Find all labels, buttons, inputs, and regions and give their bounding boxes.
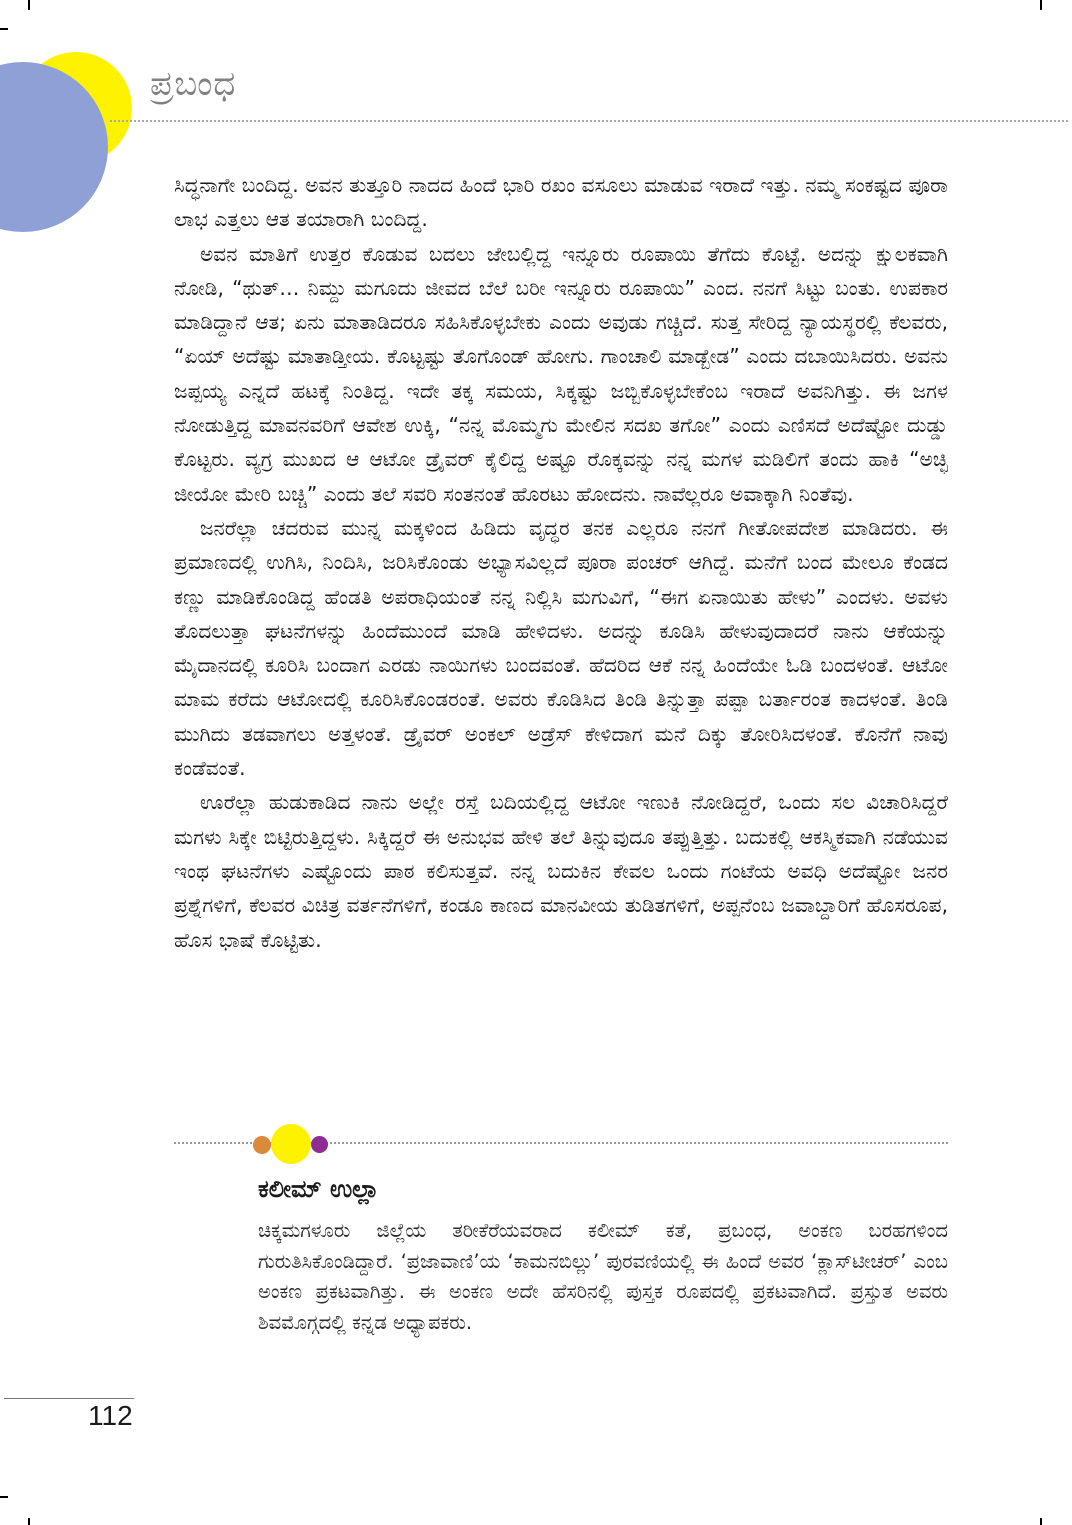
- crop-mark-bottom-left: [28, 1518, 30, 1525]
- crop-mark-top-right: [1040, 0, 1042, 10]
- crop-mark-top-left: [28, 0, 30, 10]
- paragraph: ಜನರೆಲ್ಲಾ ಚದರುವ ಮುನ್ನ ಮಕ್ಕಳಿಂದ ಹಿಡಿದು ವೃದ್ಧರ ತನಕ ಎಲ್ಲರೂ ನನಗೆ ಗೀತೋಪದೇಶ ಮಾಡಿದರು. ಈ ಪ್ರಮಾಣದಲ್ಲಿ ಉಗಿಸಿ, ನಿಂದಿಸಿ, ಜರಿಸಿಕೊಂಡು ಅಭ್ಯಾಸವಿಲ್ಲದೆ ಪೂರಾ ಪಂಚರ್ ಆಗಿದ್ದೆ. ಮನೆಗೆ ಬಂದ ಮೇಲೂ ಕೆಂಡದ ಕಣ್ಣು ಮಾಡಿಕೊಂಡಿದ್ದ ಹೆಂಡತಿ ಅಪರಾಧಿಯಂತೆ ನನ್ನ ನಿಲ್ಲಿಸಿ ಮಗುವಿಗೆ, “ಈಗ ಏನಾಯಿತು ಹೇಳು” ಎಂದಳು. ಅವಳು ತೊದಲುತ್ತಾ ಘಟನೆಗಳನ್ನು ಹಿಂದೆಮುಂದೆ ಮಾಡಿ ಹೇಳಿದಳು. ಅದನ್ನು ಕೂಡಿಸಿ ಹೇಳುವುದಾದರೆ ನಾನು ಆಕೆಯನ್ನು ಮೈದಾನದಲ್ಲಿ ಕೂರಿಸಿ ಬಂದಾಗ ಎರಡು ನಾಯಿಗಳು ಬಂದವಂತೆ. ಹೆದರಿದ ಆಕೆ ನನ್ನ ಹಿಂದೆಯೇ ಓಡಿ ಬಂದಳಂತೆ. ಆಟೋ ಮಾಮ ಕರೆದು ಆಟೋದಲ್ಲಿ ಕೂರಿಸಿಕೊಂಡರಂತೆ. ಅವರು ಕೊಡಿಸಿದ ತಿಂಡಿ ತಿನ್ನುತ್ತಾ ಪಪ್ಪಾ ಬರ್ತಾರಂತ ಕಾದಳಂತೆ. ತಿಂಡಿ ಮುಗಿದು ತಡವಾಗಲು ಅತ್ತಳಂತೆ. ಡ್ರೈವರ್ ಅಂಕಲ್ ಅಡ್ರೆಸ್ ಕೇಳಿದಾಗ ಮನೆ ದಿಕ್ಕು ತೋರಿಸಿದಳಂತೆ. ಕೊನೆಗೆ ನಾವು ಕಂಡೆವಂತೆ.: [174, 515, 948, 781]
- separator-orange-dot: [253, 1136, 271, 1154]
- author-bio: ಚಿಕ್ಕಮಗಳೂರು ಜಿಲ್ಲೆಯ ತರೀಕೆರೆಯವರಾದ ಕಲೀಮ್ ಕತೆ, ಪ್ರಬಂಧ, ಅಂಕಣ ಬರಹಗಳಿಂದ ಗುರುತಿಸಿಕೊಂಡಿದ್ದಾರೆ. ‘ಪ್ರಜಾವಾಣಿ’ಯ ‘ಕಾಮನಬಿಲ್ಲು’ ಪುರವಣಿಯಲ್ಲಿ ಈ ಹಿಂದೆ ಅವರ ‘ಕ್ಲಾಸ್‌ಟೀಚರ್’ ಎಂಬ ಅಂಕಣ ಪ್ರಕಟವಾಗಿತ್ತು. ಈ ಅಂಕಣ ಅದೇ ಹೆಸರಿನಲ್ಲಿ ಪುಸ್ತಕ ರೂಪದಲ್ಲಿ ಪ್ರಕಟವಾಗಿದೆ. ಪ್ರಸ್ತುತ ಅವರು ಶಿವಮೊಗ್ಗದಲ್ಲಿ ಕನ್ನಡ ಅಧ್ಯಾಪಕರು.: [258, 1219, 948, 1334]
- crop-mark-left-top: [0, 28, 8, 30]
- paragraph: ಸಿದ್ಧನಾಗೇ ಬಂದಿದ್ದ. ಅವನ ತುತ್ತೂರಿ ನಾದದ ಹಿಂದೆ ಭಾರಿ ರಖಂ ವಸೂಲು ಮಾಡುವ ಇರಾದೆ ಇತ್ತು. ನಮ್ಮ ಸಂಕಷ್ಟದ ಪೂರಾ ಲಾಭ ಎತ್ತಲು ಆತ ತಯಾರಾಗಿ ಬಂದಿದ್ದ.: [174, 173, 948, 232]
- section-title: ಪ್ರಬಂಧ: [150, 64, 237, 104]
- paragraph: ಅವನ ಮಾತಿಗೆ ಉತ್ತರ ಕೊಡುವ ಬದಲು ಜೇಬಲ್ಲಿದ್ದ ಇನ್ನೂರು ರೂಪಾಯಿ ತೆಗೆದು ಕೊಟ್ಟೆ. ಅದನ್ನು ಕ್ಷುಲಕವಾಗಿ ನೋಡಿ, “ಥುತ್… ನಿಮ್ದು ಮಗೂದು ಜೀವದ ಬೆಲೆ ಬರೀ ಇನ್ನೂರು ರೂಪಾಯಿ” ಎಂದ. ನನಗೆ ಸಿಟ್ಟು ಬಂತು. ಉಪಕಾರ ಮಾಡಿದ್ದಾನೆ ಆತ; ಏನು ಮಾತಾಡಿದರೂ ಸಹಿಸಿಕೊಳ್ಳಬೇಕು ಎಂದು ಅವುಡು ಗಚ್ಚಿದೆ. ಸುತ್ತ ಸೇರಿದ್ದ ನ್ಯಾಯಸ್ಥರಲ್ಲಿ ಕೆಲವರು, “ಏಯ್ ಅದೆಷ್ಟು ಮಾತಾಡ್ತೀಯ. ಕೊಟ್ಟಷ್ಟು ತೊಗೊಂಡ್ ಹೋಗು. ಗಾಂಚಾಲಿ ಮಾಡ್ಬೇಡ” ಎಂದು ದಬಾಯಿಸಿದರು. ಅವನು ಜಪ್ಪಯ್ಯ ಎನ್ನದೆ ಹಟಕ್ಕೆ ನಿಂತಿದ್ದ. ಇದೇ ತಕ್ಕ ಸಮಯ, ಸಿಕ್ಕಷ್ಟು ಜಬ್ಬಿಕೊಳ್ಳಬೇಕೆಂಬ ಇರಾದೆ ಅವನಿಗಿತ್ತು. ಈ ಜಗಳ ನೋಡುತ್ತಿದ್ದ ಮಾವನವರಿಗೆ ಆವೇಶ ಉಕ್ಕಿ, “ನನ್ನ ಮೊಮ್ಮಗು ಮೇಲಿನ ಸದಖ ತಗೋ” ಎಂದು ಎಣಿಸದೆ ಅದೆಷ್ಟೋ ದುಡ್ಡು ಕೊಟ್ಟರು. ವ್ಯಗ್ರ ಮುಖದ ಆ ಆಟೋ ಡ್ರೈವರ್ ಕೈಲಿದ್ದ ಅಷ್ಟೂ ರೊಕ್ಕವನ್ನು ನನ್ನ ಮಗಳ ಮಡಿಲಿಗೆ ತಂದು ಹಾಕಿ “ಅಚ್ಛಿ ಜೀಯೋ ಮೇರಿ ಬಚ್ಚಿ” ಎಂದು ತಲೆ ಸವರಿ ಸಂತನಂತೆ ಹೊರಟು ಹೋದನು. ನಾವೆಲ್ಲರೂ ಅವಾಕ್ಕಾಗಿ ನಿಂತೆವು.: [174, 241, 948, 506]
- author-name: ಕಲೀಮ್ ಉಲ್ಲಾ: [258, 1175, 380, 1203]
- header-dotted-rule: [110, 120, 1068, 122]
- paragraph: ಊರೆಲ್ಲಾ ಹುಡುಕಾಡಿದ ನಾನು ಅಲ್ಲೇ ರಸ್ತೆ ಬದಿಯಲ್ಲಿದ್ದ ಆಟೋ ಇಣುಕಿ ನೋಡಿದ್ದರೆ, ಒಂದು ಸಲ ವಿಚಾರಿಸಿದ್ದರೆ ಮಗಳು ಸಿಕ್ಕೇ ಬಿಟ್ಟಿರುತ್ತಿದ್ದಳು. ಸಿಕ್ಕಿದ್ದರೆ ಈ ಅನುಭವ ಹೇಳಿ ತಲೆ ತಿನ್ನುವುದೂ ತಪ್ಪುತ್ತಿತ್ತು. ಬದುಕಲ್ಲಿ ಆಕಸ್ಮಿಕವಾಗಿ ನಡೆಯುವ ಇಂಥ ಘಟನೆಗಳು ಎಷ್ಟೊಂದು ಪಾಠ ಕಲಿಸುತ್ತವೆ. ನನ್ನ ಬದುಕಿನ ಕೇವಲ ಒಂದು ಗಂಟೆಯ ಅವಧಿ ಅದೆಷ್ಟೋ ಜನರ ಪ್ರಶ್ನೆಗಳಿಗೆ, ಕೆಲವರ ವಿಚಿತ್ರ ವರ್ತನೆಗಳಿಗೆ, ಕಂಡೂ ಕಾಣದ ಮಾನವೀಯ ತುಡಿತಗಳಿಗೆ, ಅಪ್ಪನೆಂಬ ಜವಾಬ್ದಾರಿಗೆ ಹೊಸರೂಪ, ಹೊಸ ಭಾಷೆ ಕೊಟ್ಟಿತು.: [174, 790, 948, 952]
- crop-mark-bottom-right: [1040, 1518, 1042, 1525]
- page-number: 112: [88, 1400, 133, 1431]
- essay-body: [174, 168, 948, 957]
- page-number-rule: [4, 1398, 134, 1399]
- separator-yellow-dot: [271, 1124, 311, 1164]
- separator-purple-dot: [311, 1136, 328, 1153]
- crop-mark-left-bottom: [0, 1496, 8, 1498]
